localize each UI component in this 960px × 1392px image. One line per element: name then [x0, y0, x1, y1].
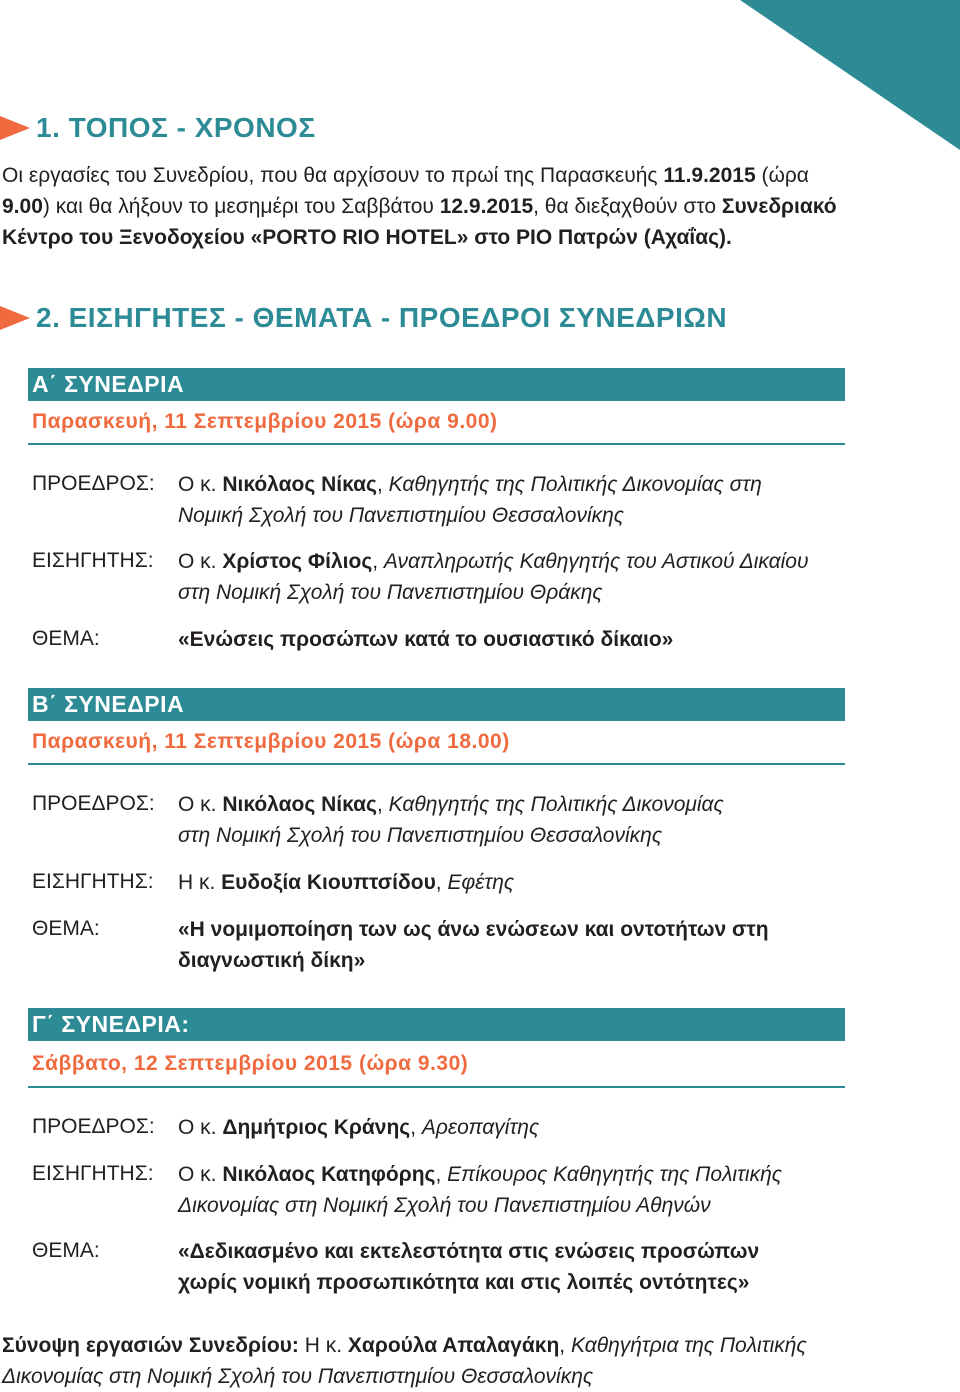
chair-label: ΠΡΟΕΔΡΟΣ:	[32, 472, 155, 495]
person-role: στη Νομική Σχολή του Πανεπιστημίου Θράκης	[178, 581, 603, 604]
section-heading-1	[0, 112, 316, 144]
start-time: 9.00	[2, 195, 43, 218]
person-role: Αναπληρωτής Καθηγητής του Αστικού Δικαίου	[383, 550, 809, 573]
person-role: Αρεοπαγίτης	[421, 1116, 540, 1139]
separator: ,	[410, 1116, 422, 1139]
venue-paragraph	[2, 160, 847, 253]
person-name: Χρίστος Φίλιος	[222, 550, 373, 573]
separator: ,	[376, 473, 389, 496]
topic-line: διαγνωστική δίκη»	[178, 949, 366, 972]
session-b-date: Παρασκευή, 11 Σεπτεμβρίου 2015 (ώρα 18.00)	[32, 730, 510, 753]
play-arrow-icon	[0, 306, 30, 330]
chair-label: ΠΡΟΕΔΡΟΣ:	[32, 1115, 155, 1138]
venue-name: Συνεδριακό Κέντρο του Ξενοδοχείου «PORTO RIO HOTEL» στο ΡΙΟ Πατρών (Αχαΐας).	[2, 195, 837, 249]
session-a-speaker	[178, 546, 838, 608]
session-a-chair	[178, 469, 838, 531]
topic-label: ΘΕΜΑ:	[32, 1239, 100, 1262]
session-c-date: Σάββατο, 12 Σεπτεμβρίου 2015 (ώρα 9.30)	[32, 1052, 469, 1075]
person-role: Δικονομίας στη Νομική Σχολή του Πανεπιστημίου Αθηνών	[178, 1194, 711, 1217]
prefix: Ο κ.	[178, 1163, 223, 1186]
speaker-label: ΕΙΣΗΓΗΤΗΣ:	[32, 1162, 154, 1185]
prefix: Ο κ.	[178, 473, 223, 496]
section-heading-2	[0, 302, 727, 334]
session-c-speaker	[178, 1159, 838, 1221]
session-c-topic	[178, 1236, 838, 1298]
session-c-chair	[178, 1112, 838, 1143]
separator: ,	[372, 550, 384, 573]
topic-line: «Η νομιμοποίηση των ως άνω ενώσεων και οντοτήτων στη	[178, 918, 769, 941]
para-text: ) και θα λήξουν το μεσημέρι του Σαββάτου	[42, 195, 440, 218]
person-role: Καθηγητής της Πολιτικής Δικονομίας	[388, 793, 724, 816]
prefix: Η κ.	[298, 1334, 348, 1357]
person-name: Νικόλαος Νίκας	[222, 473, 377, 496]
topic-label: ΘΕΜΑ:	[32, 627, 100, 650]
divider	[28, 443, 845, 445]
session-b-title: Β΄ ΣΥΝΕΔΡΙΑ	[28, 688, 845, 721]
divider	[28, 1086, 845, 1088]
session-b-chair	[178, 789, 838, 851]
para-text: Οι εργασίες του Συνεδρίου, που θα αρχίσουν το πρωί της Παρασκευής	[2, 164, 664, 187]
divider	[28, 763, 845, 765]
session-c-title: Γ΄ ΣΥΝΕΔΡΙΑ:	[28, 1008, 845, 1041]
start-date: 11.9.2015	[663, 164, 756, 187]
person-role: Εφέτης	[447, 871, 515, 894]
session-a-date: Παρασκευή, 11 Σεπτεμβρίου 2015 (ώρα 9.00)	[32, 410, 498, 433]
chair-label: ΠΡΟΕΔΡΟΣ:	[32, 792, 155, 815]
para-text: (ώρα	[755, 164, 809, 187]
session-a-title: Α΄ ΣΥΝΕΔΡΙΑ	[28, 368, 845, 401]
session-a-topic: «Ενώσεις προσώπων κατά το ουσιαστικό δίκαιο»	[178, 628, 674, 651]
person-role: Καθηγήτρια της Πολιτικής	[570, 1334, 807, 1357]
corner-triangle-decoration	[740, 0, 960, 150]
session-b-speaker	[178, 867, 838, 898]
para-text: , θα διεξαχθούν στο	[533, 195, 722, 218]
person-role: Επίκουρος Καθηγητής της Πολιτικής	[447, 1163, 782, 1186]
separator: ,	[435, 871, 448, 894]
topic-line: «Δεδικασμένο και εκτελεστότητα στις ενώσεις προσώπων	[178, 1240, 760, 1263]
prefix: Η κ.	[178, 871, 222, 894]
person-name: Ευδοξία Κιουπτσίδου	[221, 871, 436, 894]
separator: ,	[435, 1163, 448, 1186]
separator: ,	[559, 1334, 571, 1357]
prefix: Ο κ.	[178, 550, 223, 573]
prefix: Ο κ.	[178, 1116, 223, 1139]
synopsis	[2, 1330, 902, 1392]
separator: ,	[376, 793, 389, 816]
topic-line: χωρίς νομική προσωπικότητα και στις λοιπές οντότητες»	[178, 1271, 750, 1294]
person-role: Καθηγητής της Πολιτικής Δικονομίας στη	[388, 473, 762, 496]
section-title: 1. ΤΟΠΟΣ - ΧΡΟΝΟΣ	[36, 112, 316, 143]
synopsis-label: Σύνοψη εργασιών Συνεδρίου:	[2, 1334, 299, 1357]
person-name: Νικόλαος Κατηφόρης	[222, 1163, 436, 1186]
end-date: 12.9.2015	[439, 195, 534, 218]
person-role: στη Νομική Σχολή του Πανεπιστημίου Θεσσαλονίκης	[178, 824, 663, 847]
play-arrow-icon	[0, 116, 30, 140]
person-name: Δημήτριος Κράνης	[222, 1116, 411, 1139]
person-name: Χαρούλα Απαλαγάκη	[347, 1334, 560, 1357]
person-name: Νικόλαος Νίκας	[222, 793, 377, 816]
topic-label: ΘΕΜΑ:	[32, 917, 100, 940]
section-title: 2. ΕΙΣΗΓΗΤΕΣ - ΘΕΜΑΤΑ - ΠΡΟΕΔΡΟΙ ΣΥΝΕΔΡΙΩΝ	[36, 302, 728, 333]
person-role: Νομική Σχολή του Πανεπιστημίου Θεσσαλονίκης	[178, 504, 625, 527]
speaker-label: ΕΙΣΗΓΗΤΗΣ:	[32, 870, 154, 893]
session-b-topic	[178, 914, 838, 976]
person-role: Δικονομίας στη Νομική Σχολή του Πανεπιστημίου Θεσσαλονίκης	[2, 1365, 594, 1388]
prefix: Ο κ.	[178, 793, 223, 816]
speaker-label: ΕΙΣΗΓΗΤΗΣ:	[32, 549, 154, 572]
